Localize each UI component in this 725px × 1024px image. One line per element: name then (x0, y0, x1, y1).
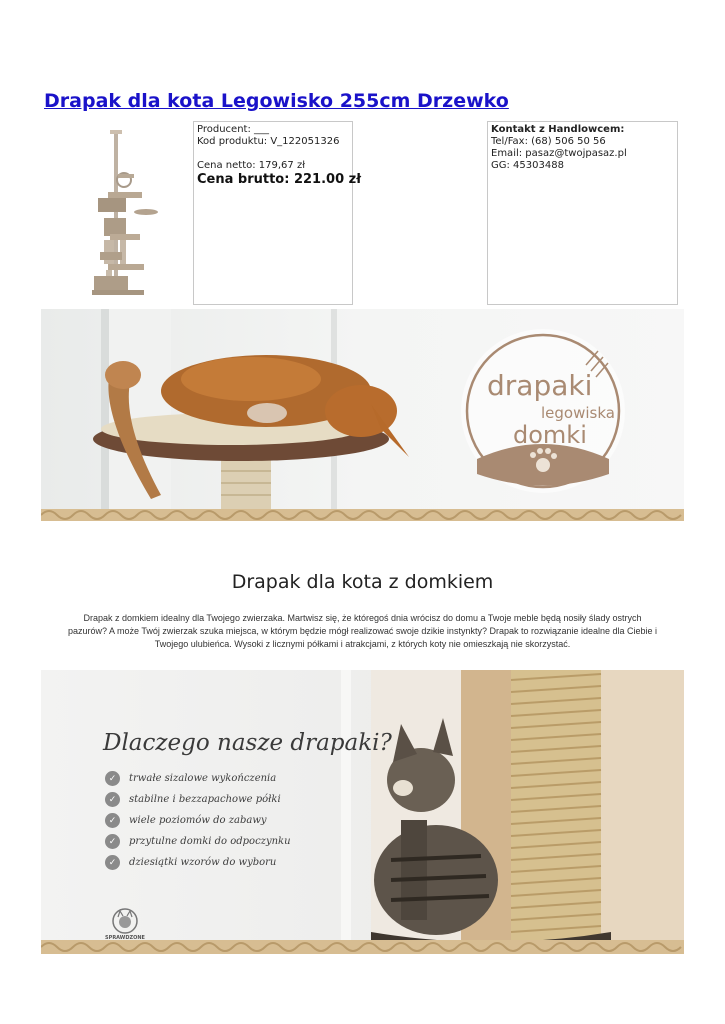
contact-info-box (487, 121, 678, 305)
product-image (84, 126, 174, 301)
product-info-box (193, 121, 362, 305)
feature-text: trwałe sizalowe wykończenia (129, 773, 277, 784)
section-description: Drapak z domkiem idealny dla Twojego zwierzaka. Martwisz się, że któregoś dnia wrócisz do domu a Twoje meble będą nosiły ślady ostrych pazurów? A może Twój zwierzak szuka miejsca, w którym będzie mógł realizować swoje dzikie instynkty? Drapak to rozwiązanie idealne dla Ciebie i Twojego ulubieńca. Wysoki z licznymi półkami i atrakcjami, z których koty nie omieszkają nie skorzystać. (67, 613, 658, 649)
banner-why-us (41, 670, 684, 970)
feature-item (105, 789, 291, 810)
cat-badge-icon (105, 907, 145, 937)
producer: Producent: ___ (197, 124, 270, 135)
contact-gg: GG: 45303488 (491, 160, 564, 171)
logo-line-drapaki: drapaki (487, 369, 593, 402)
check-icon: ✓ (105, 834, 120, 849)
logo-line-legowiska: legowiska (541, 404, 615, 422)
logo-line-domki: domki (513, 421, 587, 449)
check-icon: ✓ (105, 792, 120, 807)
contact-title: Kontakt z Handlowcem: (491, 124, 625, 135)
feature-list (105, 768, 291, 873)
check-icon: ✓ (105, 771, 120, 786)
contact-phone: Tel/Fax: (68) 506 50 56 (491, 136, 606, 147)
product-title-link[interactable]: Drapak dla kota Legowisko 255cm Drzewko (44, 90, 509, 112)
feature-item (105, 768, 291, 789)
product-code: Kod produktu: V_122051326 (197, 136, 340, 147)
feature-text: przytulne domki do odpoczynku (129, 836, 291, 847)
feature-item (105, 831, 291, 852)
contact-email: Email: pasaz@twojpasaz.pl (491, 148, 627, 159)
check-icon: ✓ (105, 813, 120, 828)
feature-item (105, 810, 291, 831)
verified-badge (105, 907, 145, 943)
feature-text: dziesiątki wzorów do wyboru (129, 857, 277, 868)
gross-price: Cena brutto: 221.00 zł (197, 172, 362, 187)
badge-label: SPRAWDZONE (105, 935, 145, 941)
why-heading: Dlaczego nasze drapaki? (103, 730, 392, 756)
feature-text: wiele poziomów do zabawy (129, 815, 267, 826)
feature-text: stabilne i bezzapachowe półki (129, 794, 281, 805)
net-price: Cena netto: 179,67 zł (197, 160, 306, 171)
feature-item (105, 852, 291, 873)
check-icon: ✓ (105, 855, 120, 870)
section-heading: Drapak dla kota z domkiem (231, 571, 494, 593)
banner-cat-bed (41, 309, 684, 531)
